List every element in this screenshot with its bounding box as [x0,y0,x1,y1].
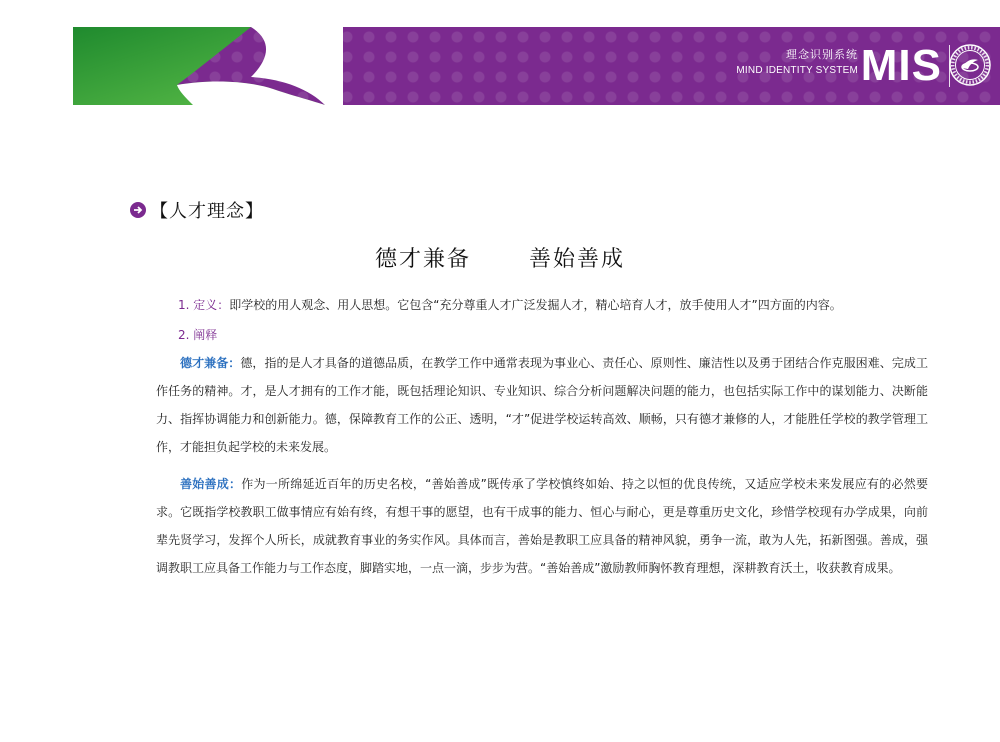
system-abbr: MIS [860,41,942,90]
school-emblem-icon [948,43,992,87]
paragraph-text: 德，指的是人才具备的道德品质，在教学工作中通常表现为事业心、责任心、原则性、廉洁性以及勇于团结合作克服困难、完成工作任务的精神。才，是人才拥有的工作才能，既包括理论知识、专业知识、综合分析问题解决问题的能力，也包括实际工作中的谋划能力、决断能力、指挥协调能力和创新能力。德，保障教育工作的公正、透明，“才”促进学校运转高效、顺畅，只有德才兼修的人，才能胜任学校的教学管理工作，才能担负起学校的未来发展。 [156,356,928,454]
paragraph-text: 作为一所绵延近百年的历史名校，“善始善成”既传承了学校慎终如始、持之以恒的优良传统，又适应学校未来发展应有的必然要求。它既指学校教职工做事情应有始有终，有想干事的愿望，也有干成事的能力、恒心与耐心，更是尊重历史文化，珍惜学校现有办学成果，向前辈先贤学习，发挥个人所长，成就教育事业的务实作风。具体而言，善始是教职工应具备的精神风貌，勇争一流，敢为人先，拓新图强。善成，强调教职工应具备工作能力与工作态度，脚踏实地，一点一滴，步步为营。“善始善成”激励教师胸怀教育理想，深耕教育沃土，收获教育成果。 [156,477,928,575]
title-part-2: 善始善成 [529,247,626,272]
paragraph-lead: 善始善成： [180,477,242,491]
title-part-1: 德才兼备 [374,247,471,272]
paragraph-lead: 德才兼备： [180,356,241,370]
arrow-right-circle-icon [130,202,146,218]
definition-text: 即学校的用人观念、用人思想。它包含“充分尊重人才广泛发掘人才，精心培育人才，放手使用人才”四方面的内容。 [229,298,842,312]
green-swoosh-logo [73,27,343,105]
header-banner [73,27,1000,105]
system-name [736,48,858,78]
system-name-cn: 理念识别系统 [786,48,858,61]
definition-line [178,296,842,313]
paragraph-virtue-talent [156,349,928,461]
paragraph-good-start-finish [156,470,928,582]
explanation-heading: 2. 阐释 [178,328,218,342]
section-heading [130,198,264,222]
definition-label: 1. 定义： [178,298,230,312]
section-title: 【人才理念】 [150,201,264,222]
system-name-en: MIND IDENTITY SYSTEM [736,65,858,76]
page-title [0,242,1000,273]
